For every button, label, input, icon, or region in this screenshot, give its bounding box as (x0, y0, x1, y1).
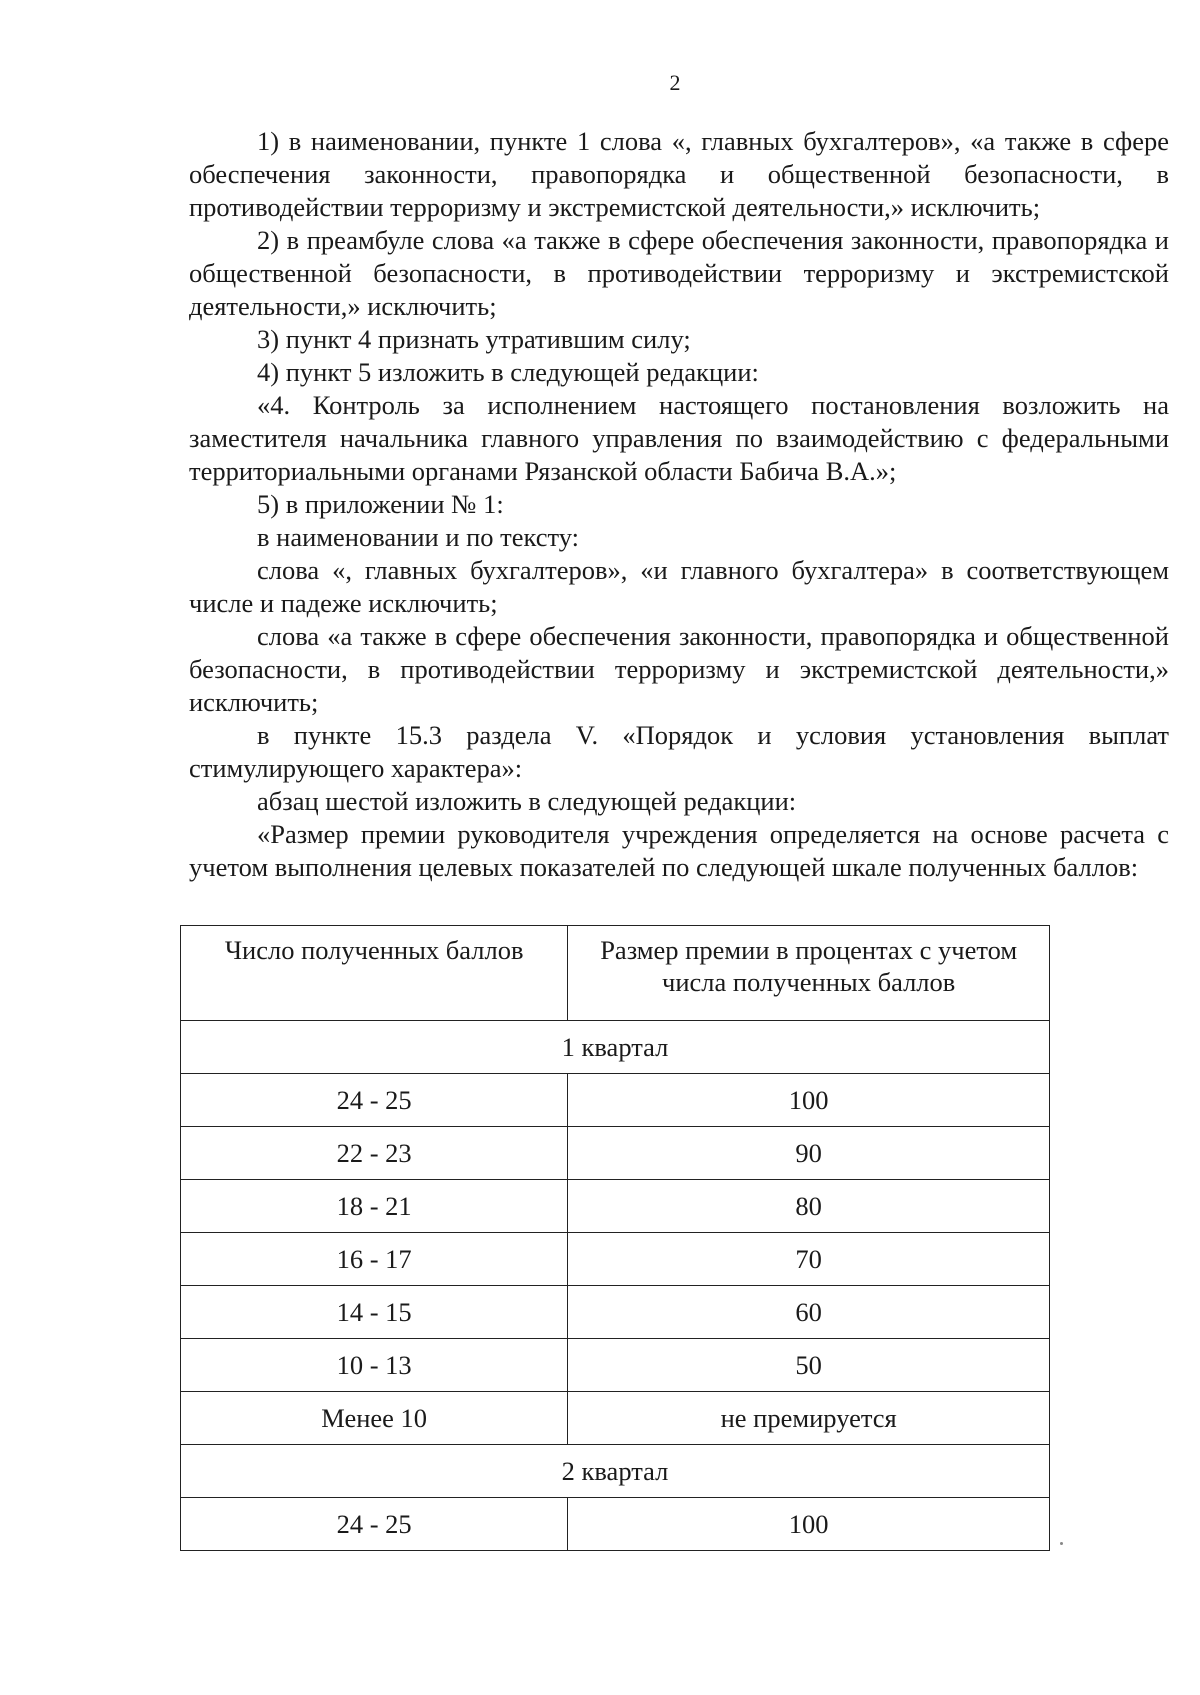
paragraph-amend-2: 2) в преамбуле слова «а также в сфере обеспечения законности, правопорядка и общественной безопасности, в противодействии терроризму и экстремистской деятельности,» исключить; (189, 225, 1169, 321)
paragraph-amend-4: 4) пункт 5 изложить в следующей редакции: (257, 357, 759, 387)
points-cell: 24 - 25 (181, 1498, 568, 1551)
points-cell: 22 - 23 (181, 1127, 568, 1180)
percent-cell: 70 (568, 1233, 1050, 1286)
paragraph-words-security: слова «а также в сфере обеспечения законности, правопорядка и общественной безопасности, в противодействии терроризму и экстремистской деятельности,» исключить; (189, 621, 1169, 717)
quarter-row (181, 1445, 1050, 1498)
paragraph-amend-3: 3) пункт 4 признать утратившим силу; (257, 324, 691, 354)
percent-cell: 50 (568, 1339, 1050, 1392)
points-cell: 14 - 15 (181, 1286, 568, 1339)
percent-cell: 90 (568, 1127, 1050, 1180)
document-body (189, 125, 1169, 884)
page-number: 2 (669, 70, 681, 95)
quarter-2-label: 2 квартал (181, 1445, 1050, 1498)
table-row (181, 1286, 1050, 1339)
paragraph-new-point-4: «4. Контроль за исполнением настоящего постановления возложить на заместителя начальника главного управления по взаимодействию с федеральными территориальными органами Рязанской области Бабича В.А.»; (189, 390, 1169, 486)
table-header-row (181, 926, 1050, 1021)
bonus-scale-table (180, 925, 1050, 1551)
quarter-row (181, 1021, 1050, 1074)
percent-cell: 80 (568, 1180, 1050, 1233)
table-row (181, 1127, 1050, 1180)
paragraph-words-accountants: слова «, главных бухгалтеров», «и главного бухгалтера» в соответствующем числе и падеже исключить; (189, 555, 1169, 618)
quarter-1-label: 1 квартал (181, 1021, 1050, 1074)
points-cell: 16 - 17 (181, 1233, 568, 1286)
points-cell: 10 - 13 (181, 1339, 568, 1392)
points-cell: Менее 10 (181, 1392, 568, 1445)
points-cell: 18 - 21 (181, 1180, 568, 1233)
paragraph-bonus-size: «Размер премии руководителя учреждения определяется на основе расчета с учетом выполнения целевых показателей по следующей шкале полученных баллов: (189, 819, 1169, 882)
header-bonus-percent: Размер премии в процентах с учетом числа полученных баллов (568, 926, 1050, 1021)
percent-cell: не премируется (568, 1392, 1050, 1445)
table-row (181, 1339, 1050, 1392)
table-row (181, 1180, 1050, 1233)
scan-speck (1060, 1542, 1063, 1545)
paragraph-sixth-abzac: абзац шестой изложить в следующей редакции: (257, 786, 797, 816)
table-row (181, 1392, 1050, 1445)
percent-cell: 100 (568, 1498, 1050, 1551)
percent-cell: 100 (568, 1074, 1050, 1127)
table-row (181, 1233, 1050, 1286)
table-row (181, 1074, 1050, 1127)
header-points: Число полученных баллов (181, 926, 568, 1021)
paragraph-amend-5: 5) в приложении № 1: (257, 489, 504, 519)
percent-cell: 60 (568, 1286, 1050, 1339)
paragraph-amend-1: 1) в наименовании, пункте 1 слова «, главных бухгалтеров», «а также в сфере обеспечения законности, правопорядка и общественной безопасности, в противодействии терроризму и экстремистской деятельности,» исключить; (189, 126, 1169, 222)
points-cell: 24 - 25 (181, 1074, 568, 1127)
table-row (181, 1498, 1050, 1551)
paragraph-section-15-3: в пункте 15.3 раздела V. «Порядок и условия установления выплат стимулирующего характера»: (189, 720, 1169, 783)
paragraph-name-and-text: в наименовании и по тексту: (257, 522, 579, 552)
